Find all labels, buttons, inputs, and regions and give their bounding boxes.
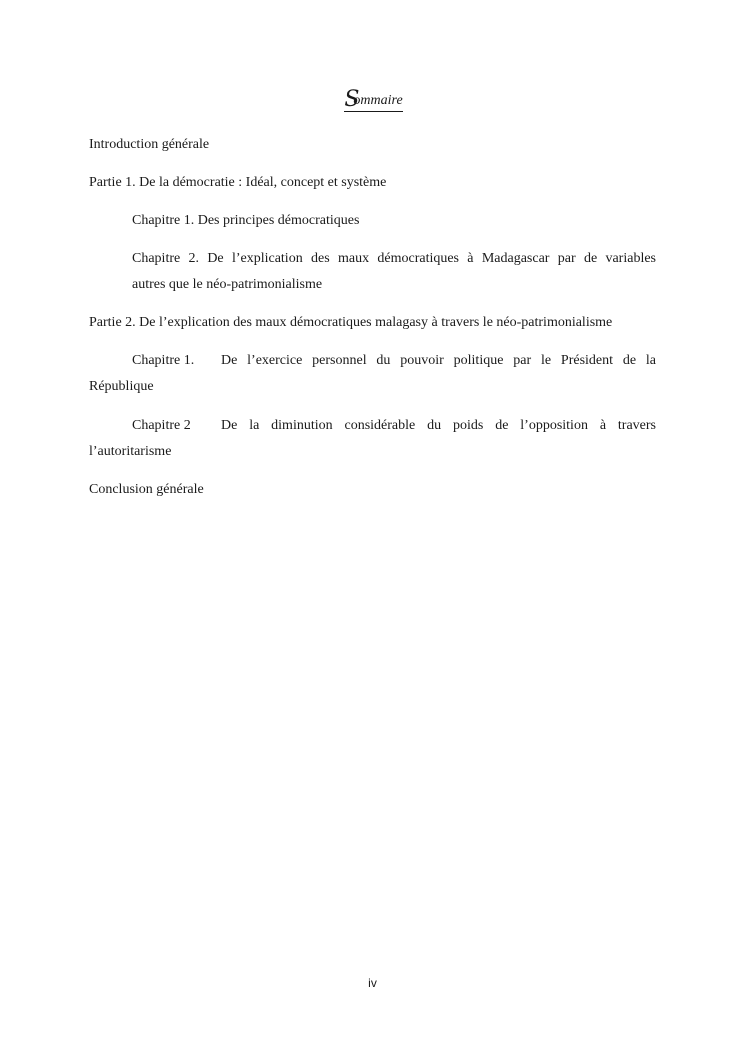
toc-entry-text: Chapitre 2. De l’explication des maux démocratiques à Madagascar par de variables [132, 251, 656, 266]
sommaire-heading-text [344, 87, 403, 112]
sommaire-heading-initial: S [344, 87, 360, 112]
toc-entry-partie-2-chapitre-1-line-2: République [89, 379, 154, 394]
page-number: iv [368, 976, 377, 990]
toc-entry-text: De l’exercice personnel du pouvoir politique par le Président de la [221, 353, 656, 368]
toc-entry-partie-2: Partie 2. De l’explication des maux démocratiques malagasy à travers le néo-patrimonialisme [89, 315, 613, 330]
toc-entry-introduction: Introduction générale [89, 137, 210, 152]
toc-entry-text: De la diminution considérable du poids de l’opposition à travers [221, 418, 656, 433]
sommaire-heading [0, 87, 745, 112]
toc-entry-partie-2-chapitre-1-label: Chapitre 1. [132, 353, 195, 368]
toc-entry-partie-1-chapitre-2-line-1 [132, 250, 656, 268]
sommaire-heading-rest: ommaire [353, 93, 403, 108]
toc-entry-partie-1-chapitre-2-line-2: autres que le néo-patrimonialisme [132, 277, 323, 292]
toc-entry-partie-2-chapitre-1-line-1 [221, 352, 656, 370]
toc-entry-partie-2-chapitre-2-line-1 [221, 417, 656, 435]
toc-entry-partie-1: Partie 1. De la démocratie : Idéal, concept et système [89, 175, 387, 190]
toc-entry-partie-1-chapitre-1: Chapitre 1. Des principes démocratiques [132, 213, 360, 228]
toc-entry-conclusion: Conclusion générale [89, 482, 204, 497]
toc-entry-partie-2-chapitre-2-label: Chapitre 2 [132, 418, 191, 433]
toc-entry-partie-2-chapitre-2-line-2: l’autoritarisme [89, 444, 172, 459]
